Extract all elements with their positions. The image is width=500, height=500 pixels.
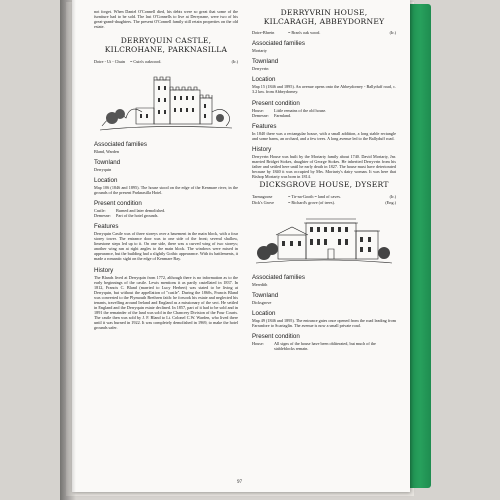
townland-heading: Townland	[252, 58, 279, 66]
families-value-2: Meredith	[252, 281, 268, 287]
condition-demesne	[94, 213, 238, 218]
derryquin-castle-illustration	[96, 68, 236, 136]
history-heading: History	[252, 145, 272, 153]
condition-heading-2: Present condition	[252, 333, 300, 341]
intro-paragraph: not forget. When Daniel O'Connell died, his debts were so great that some of the furniture had to be sold. The last O'Connells to live at Derrynane, were two of his great-grand-daughters. The present O'Connell family still retain properties on the old estate.	[94, 9, 238, 30]
left-column	[94, 9, 238, 333]
derryvrin-title	[252, 9, 396, 26]
etymology-language: (Ir.)	[389, 30, 396, 36]
location-heading: Location	[252, 76, 276, 84]
features-text: In 1840 there was a rectangular house, with a small addition, a long stable rectangle and some barns, an orchard, and a few trees. A long avenue led to the Ballyduff road.	[252, 130, 396, 141]
condition-house-key: House:	[252, 341, 264, 347]
families-heading: Associated families	[94, 140, 147, 148]
townland-value: Derryvrin	[252, 66, 269, 72]
etymology-name: Dick's Grove	[252, 199, 275, 205]
dicksgrove-etymology-english	[252, 200, 396, 205]
location-heading-2: Location	[252, 310, 276, 317]
binding-shadow	[60, 0, 76, 500]
derryquin-etymology	[94, 59, 238, 64]
dicksgrove-etymology-irish	[252, 194, 396, 199]
derryvrin-title-line2: KILCARAGH, ABBEYDORNEY	[263, 16, 385, 26]
location-heading: Location	[94, 176, 118, 184]
townland-value-2: Dicksgrove	[252, 299, 272, 305]
page-number: 97	[237, 480, 242, 485]
families-heading-2: Associated families	[252, 273, 305, 281]
townland-heading-2: Townland	[252, 291, 279, 299]
condition-house-value: Little remains of the old house.	[274, 107, 327, 113]
etymology-language: (Ir.)	[389, 193, 396, 199]
features-heading: Features	[252, 122, 277, 130]
condition-house-2	[252, 341, 396, 351]
etymology-meaning: = Cuin's oakwood.	[130, 58, 162, 64]
condition-house-value: All signs of the house have been obliterated, but much of the stableblocks remain.	[274, 341, 376, 352]
families-value: Bland, Warden	[94, 148, 119, 154]
history-heading: History	[94, 266, 114, 274]
features-heading: Features	[94, 222, 119, 230]
condition-demesne-key: Demesne:	[252, 112, 269, 118]
history-text: Derryvrin House was built by the Moriarty family about 1740. David Moriarty, Jnr. married Bridget Stokes, daughter of George Stokes. He inherited Derryvrin from his father and settled here until he early death in 1827. The house must have deteriorated because by 1840 it was occupied by Mrs. Moriarty's dairy woman. It was here that Bishop Moriarty was born in 1814.	[252, 153, 396, 180]
features-text: Derryquin Castle was of three storeys over a basement in the main block, with a four storey tower. The entrance door was to one side of the front; several shallow, limestone steps led up to it. On one side, there was a curved wing of two storeys; another wing ran at right angles to the main block. The windows were mixed in appearance, but the building had a slightly Gothic appearance. With its battlements, it made a romantic sight on the edge of Kenmare Bay.	[94, 230, 238, 262]
etymology-language: (Eng.)	[385, 199, 396, 205]
families-value: Moriarty	[252, 48, 267, 54]
condition-house-key: House:	[252, 107, 264, 113]
right-column	[252, 9, 396, 351]
dicksgrove-house-illustration	[254, 209, 394, 269]
condition-demesne	[252, 113, 396, 118]
etymology-meaning: = Bran's oak wood.	[288, 30, 321, 36]
condition-demesne-value: Farmland.	[274, 112, 292, 118]
location-text: Map 15 (1846 and 1895). An avenue opens onto the Abbeydorney - Ballyduff road, c. 3.2 km. from Abbeydorney.	[252, 84, 396, 95]
etymology-meaning: = Tir-na-Gooth = land of caves.	[288, 193, 342, 199]
derryvrin-etymology	[252, 30, 396, 35]
condition-castle-key: Castle:	[94, 207, 106, 213]
etymology-language: (Ir.)	[231, 58, 238, 64]
condition-demesne-key: Demesne:	[94, 212, 111, 218]
townland-heading: Townland	[94, 158, 121, 166]
derryvrin-title-line1: DERRYVRIN HOUSE,	[280, 8, 368, 17]
location-text: Map 106 (1846 and 1895). The house stood on the edge of the Kenmare river, in the grounds of the present Parknasilla Hotel.	[94, 184, 238, 195]
history-text: The Blands lived at Derryquin from 1772, although there is no information as to the early beginnings of the castle. Lewis mentions it as partly castellated in 1837. In 1812, Francis C. Bland (married to Lucy Herbert) was stated to be living at Derryquin, but without the appellation of "castle". During the 1860s, Francis Bland was converted to the Plymouth Brethren faith: he forsook his estate and neglected his tenants, travelling around Ireland and England as a missionary of the sect. He settled in England and the Derryquin estate declined. In 1857, part of it had to be sold and in 1891 the remainder of the land was sold in the Chancery Division of the Four Courts. The castle then was sold by J. F. Bland to Lt. Colonel C.W. Warden, who lived there until it was burned in 1922. It was completely demolished in 1969, to make the hotel grounds safer.	[94, 274, 238, 331]
etymology-name: Doire - Ui - Chuin	[94, 58, 125, 64]
derryquin-title-line1: DERRYQUIN CASTLE,	[120, 36, 212, 46]
etymology-meaning: = Richard's grove (of trees).	[288, 199, 335, 205]
location-text-2: Map 49 (1846 and 1895). The entrance gates once opened from the road leading from Farranfore to Scartaglin. The avenue is now a small private road.	[252, 318, 396, 329]
condition-heading: Present condition	[94, 199, 142, 207]
etymology-name: Doire-Bhrein	[252, 30, 275, 36]
condition-castle-value: Burned and later demolished.	[116, 207, 166, 213]
dicksgrove-title: DICKSGROVE HOUSE, DYSERT	[259, 180, 389, 190]
families-heading: Associated families	[252, 40, 305, 48]
derryquin-title-line2: KILCROHANE, PARKNASILLA	[104, 44, 228, 54]
condition-demesne-value: Part of the hotel grounds.	[116, 212, 159, 218]
townland-value: Derryquin	[94, 166, 112, 172]
condition-heading: Present condition	[252, 99, 300, 107]
etymology-name: Tarmagoose	[252, 193, 273, 199]
derryquin-title	[94, 37, 238, 54]
